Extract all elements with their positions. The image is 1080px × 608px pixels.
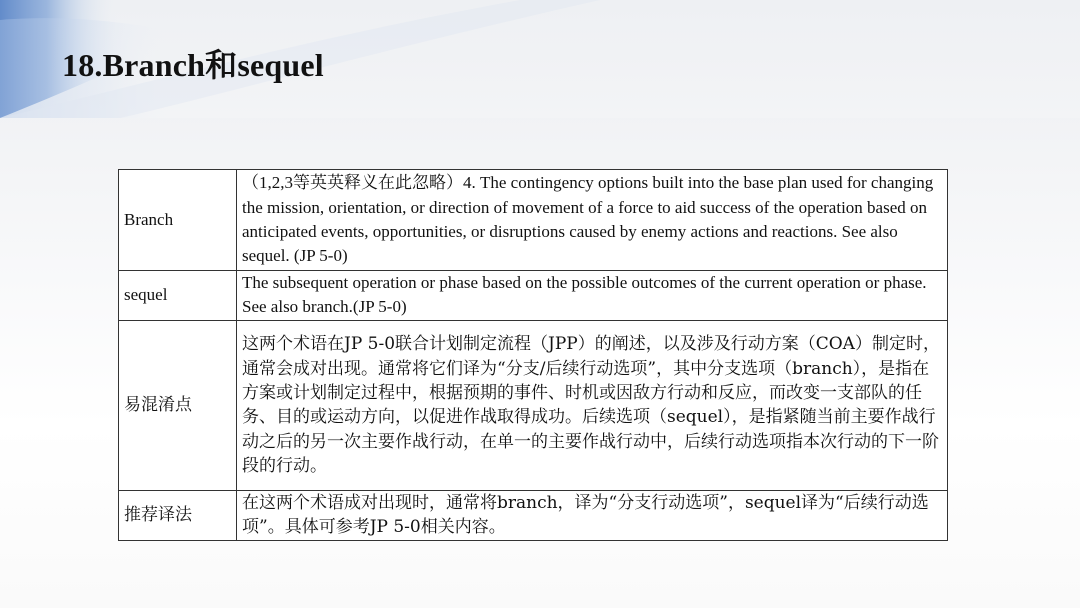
definition-cell: 这两个术语在JP 5-0联合计划制定流程（JPP）的阐述，以及涉及行动方案（COA）制定时，通常会成对出现。通常将它们译为“分支/后续行动选项”，其中分支选项（branch），是指在方案或计划制定过程中，根据预期的事件、时机或因敌方行动和反应，而改变一支部队的任务、目的或运动方向，以促进作战取得成功。后续选项（sequel），是指紧随当前主要作战行动之后的另一次主要作战行动，在单一的主要作战行动中，后续行动选项指本次行动的下一阶段的行动。 bbox=[237, 320, 948, 490]
table-row-confusion-point bbox=[119, 320, 948, 490]
table-row-sequel bbox=[119, 271, 948, 321]
term-cell: Branch bbox=[119, 170, 237, 271]
term-comparison-table bbox=[118, 169, 948, 541]
term-cell: 易混淆点 bbox=[119, 320, 237, 490]
term-cell: sequel bbox=[119, 271, 237, 321]
term-cell: 推荐译法 bbox=[119, 490, 237, 540]
slide-title: 18.Branch和sequel bbox=[62, 47, 324, 83]
definition-cell: 在这两个术语成对出现时，通常将branch，译为“分支行动选项”，sequel译为“后续行动选项”。具体可参考JP 5-0相关内容。 bbox=[237, 490, 948, 540]
definition-cell: The subsequent operation or phase based on the possible outcomes of the current operation or phase. See also branch.(JP 5-0) bbox=[237, 271, 948, 321]
definition-cell: （1,2,3等英英释义在此忽略）4. The contingency options built into the base plan used for changing the mission, orientation, or direction of movement of a force to aid success of the operation based on anticipated events, opportunities, or disruptions caused by enemy actions and reactions. See also sequel. (JP 5-0) bbox=[237, 170, 948, 271]
table-row-branch bbox=[119, 170, 948, 271]
table-row-recommended-translation bbox=[119, 490, 948, 540]
